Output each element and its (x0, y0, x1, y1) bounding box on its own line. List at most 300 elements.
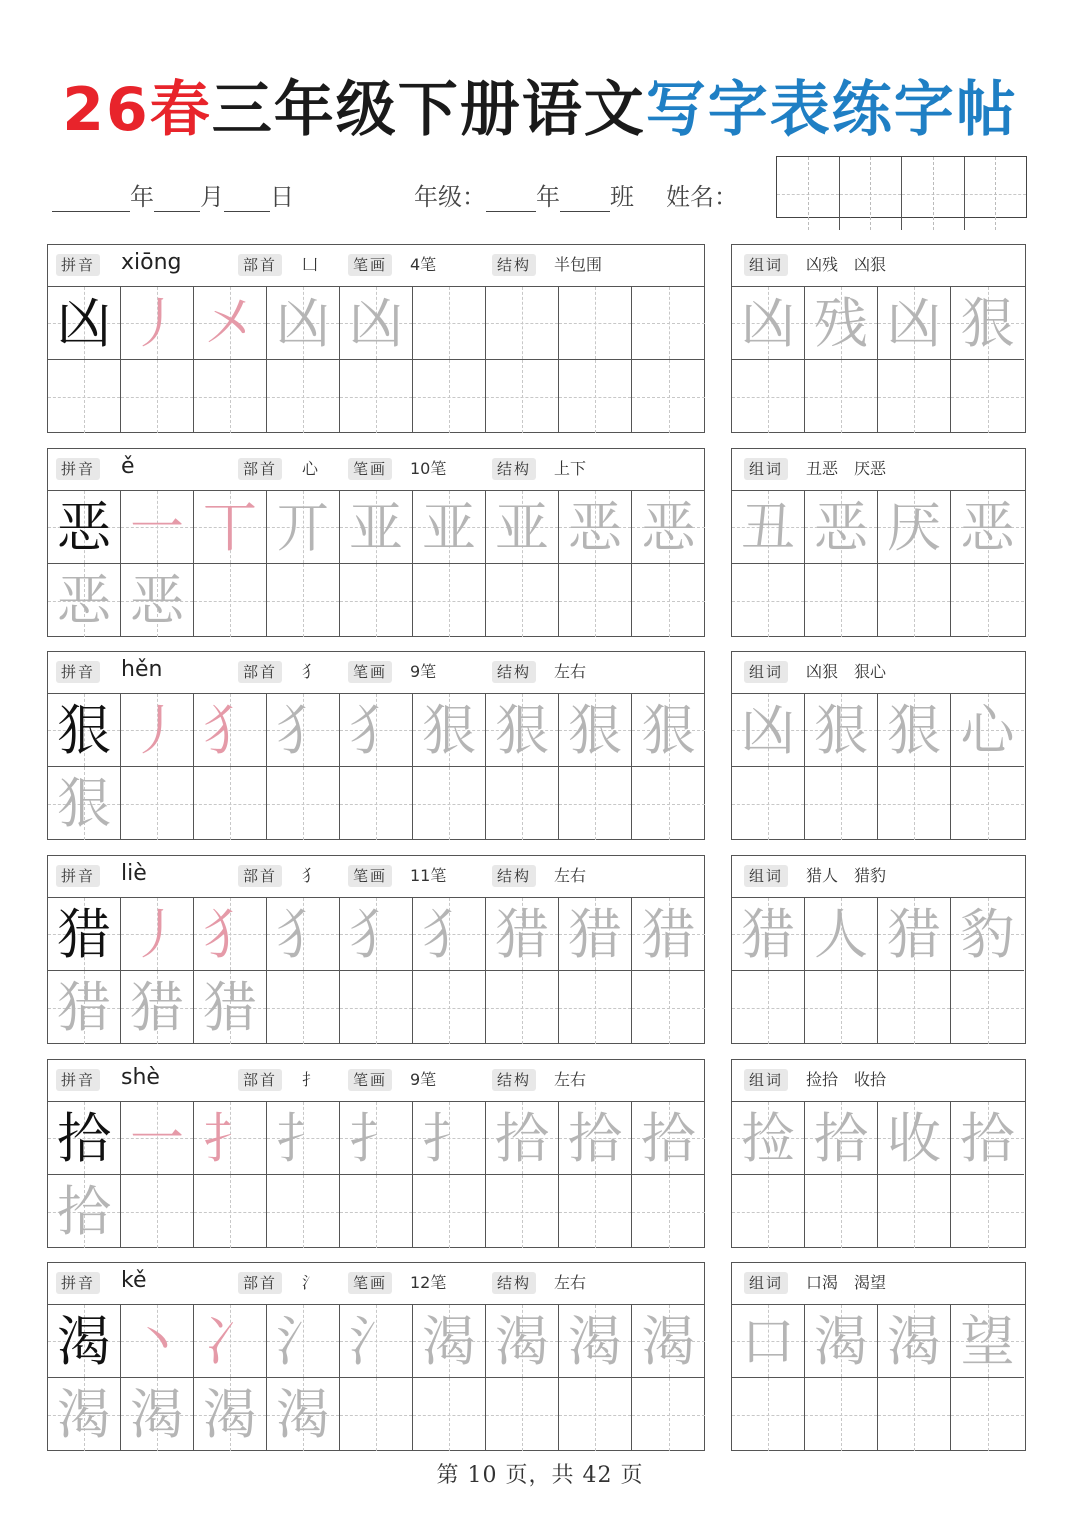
practice-row (48, 767, 705, 840)
word-cell (732, 694, 805, 767)
grade-year-label: 年 (536, 183, 560, 211)
stroke-cell (632, 898, 705, 971)
practice-cell[interactable] (121, 1378, 194, 1451)
stroke-row (48, 491, 705, 564)
name-cell[interactable] (777, 157, 840, 230)
stroke-cell (267, 694, 340, 767)
stroke-step: 扌 (422, 1107, 476, 1170)
word-practice-cell[interactable] (878, 1175, 951, 1248)
word-practice-cell[interactable] (951, 1175, 1024, 1248)
word-cell (951, 694, 1024, 767)
practice-cell[interactable] (559, 564, 632, 637)
strokes-value: 11笔 (410, 866, 447, 885)
word-trace-row (732, 898, 1024, 971)
name-label: 姓名： (666, 183, 738, 211)
practice-cell[interactable] (194, 1175, 267, 1248)
character-section (47, 1059, 1026, 1248)
practice-row (48, 564, 705, 637)
practice-cell[interactable] (486, 564, 559, 637)
structure-value: 左右 (554, 1070, 587, 1089)
word-cell (732, 287, 805, 360)
stroke-cell (267, 1102, 340, 1175)
writing-panel (47, 448, 705, 637)
trace-character: 渴 (203, 1383, 257, 1446)
word-character: 收 (887, 1107, 941, 1170)
pinyin-value: kě (121, 1268, 147, 1293)
word-character: 心 (960, 699, 1015, 762)
stroke-step: 犭 (349, 903, 403, 966)
word-cell (951, 1102, 1024, 1175)
practice-cell[interactable] (194, 1378, 267, 1451)
stroke-cell (340, 1102, 413, 1175)
words-tag: 组词 (744, 458, 788, 480)
stroke-cell (194, 1102, 267, 1175)
stroke-step: 拾 (568, 1107, 622, 1170)
radical-tag: 部首 (238, 865, 282, 887)
stroke-step: 狠 (568, 699, 622, 762)
stroke-cell (486, 1305, 559, 1378)
practice-cell[interactable] (559, 971, 632, 1044)
practice-cell[interactable] (486, 971, 559, 1044)
stroke-step: 一 (130, 1107, 184, 1170)
month-blank[interactable] (154, 183, 200, 212)
words-value: 捡拾 收拾 (806, 1070, 887, 1089)
title-season: 26春 (62, 75, 212, 145)
practice-cell[interactable] (267, 767, 340, 840)
stroke-cell (486, 287, 559, 360)
words-info (732, 1263, 1025, 1305)
practice-cell[interactable] (340, 1175, 413, 1248)
practice-cell[interactable] (121, 564, 194, 637)
word-character: 渴 (814, 1310, 868, 1373)
word-cell (732, 898, 805, 971)
stroke-cell (486, 1102, 559, 1175)
grade-blank[interactable] (486, 183, 536, 212)
word-practice-cell[interactable] (878, 564, 951, 637)
title-subject: 写字表练字帖 (645, 75, 1018, 145)
word-character: 残 (814, 292, 868, 355)
practice-cell[interactable] (340, 360, 413, 433)
practice-cell[interactable] (48, 767, 121, 840)
stroke-step: 扌 (276, 1107, 330, 1170)
stroke-step: 扌 (203, 1107, 257, 1170)
practice-cell[interactable] (413, 360, 486, 433)
model-character: 渴 (57, 1310, 111, 1373)
practice-cell[interactable] (121, 1175, 194, 1248)
word-practice-cell[interactable] (805, 1378, 878, 1451)
structure-tag: 结构 (492, 1069, 536, 1091)
year-blank[interactable] (52, 183, 130, 212)
word-practice-cell[interactable] (732, 767, 805, 840)
word-practice-cell[interactable] (951, 564, 1024, 637)
stroke-step: 拾 (495, 1107, 549, 1170)
words-panel (731, 651, 1026, 840)
word-character: 猎 (887, 903, 941, 966)
practice-cell[interactable] (486, 1378, 559, 1451)
stroke-step: 猎 (641, 903, 696, 966)
stroke-step: 犭 (203, 699, 257, 762)
trace-character: 狠 (57, 772, 111, 835)
name-cell[interactable] (840, 157, 903, 230)
practice-cell[interactable] (48, 1175, 121, 1248)
word-character: 恶 (814, 496, 868, 559)
strokes-tag: 笔画 (348, 254, 392, 276)
practice-cell[interactable] (340, 767, 413, 840)
strokes-tag: 笔画 (348, 458, 392, 480)
stroke-step: 恶 (568, 496, 622, 559)
name-cell[interactable] (965, 157, 1027, 230)
stroke-cell (194, 694, 267, 767)
writing-panel (47, 244, 705, 433)
structure-tag: 结构 (492, 458, 536, 480)
words-panel (731, 855, 1026, 1044)
model-cell (48, 1102, 121, 1175)
model-character: 狠 (57, 699, 111, 762)
word-practice-cell[interactable] (732, 971, 805, 1044)
stroke-step: 渴 (568, 1310, 622, 1373)
trace-character: 猎 (130, 976, 184, 1039)
radical-tag: 部首 (238, 458, 282, 480)
word-character: 恶 (960, 496, 1015, 559)
word-practice-cell[interactable] (878, 971, 951, 1044)
word-practice-cell[interactable] (805, 360, 878, 433)
word-character: 猎 (741, 903, 795, 966)
trace-character: 渴 (130, 1383, 184, 1446)
stroke-row (48, 287, 705, 360)
practice-cell[interactable] (632, 971, 705, 1044)
practice-cell[interactable] (121, 767, 194, 840)
stroke-cell (340, 491, 413, 564)
date-line (52, 172, 738, 212)
pinyin-tag: 拼音 (56, 865, 100, 887)
stroke-cell (486, 694, 559, 767)
word-cell (805, 898, 878, 971)
word-practice-cell[interactable] (878, 360, 951, 433)
word-cell (951, 898, 1024, 971)
practice-cell[interactable] (486, 767, 559, 840)
practice-cell[interactable] (486, 360, 559, 433)
practice-cell[interactable] (632, 767, 705, 840)
stroke-row (48, 694, 705, 767)
pinyin-tag: 拼音 (56, 661, 100, 683)
word-character: 拾 (960, 1107, 1015, 1170)
practice-cell[interactable] (121, 360, 194, 433)
word-character: 狠 (960, 292, 1015, 355)
practice-cell[interactable] (48, 1378, 121, 1451)
word-cell (805, 1305, 878, 1378)
word-character: 凶 (887, 292, 941, 355)
stroke-cell (194, 898, 267, 971)
stroke-cell (632, 491, 705, 564)
practice-cell[interactable] (267, 360, 340, 433)
word-character: 豹 (960, 903, 1015, 966)
stroke-row (48, 898, 705, 971)
practice-cell[interactable] (559, 1175, 632, 1248)
strokes-value: 4笔 (410, 255, 437, 274)
model-cell (48, 1305, 121, 1378)
word-character: 凶 (741, 699, 795, 762)
stroke-step: 犭 (276, 699, 330, 762)
strokes-tag: 笔画 (348, 1272, 392, 1294)
name-box[interactable] (776, 156, 1027, 218)
stroke-step: 渴 (422, 1310, 476, 1373)
word-cell (878, 898, 951, 971)
structure-tag: 结构 (492, 254, 536, 276)
word-practice-row (732, 1175, 1024, 1248)
words-value: 凶狠 狠心 (806, 662, 887, 681)
character-info (48, 1060, 704, 1102)
practice-cell[interactable] (194, 360, 267, 433)
stroke-cell (194, 1305, 267, 1378)
practice-cell[interactable] (267, 971, 340, 1044)
practice-cell[interactable] (632, 1378, 705, 1451)
word-practice-row (732, 360, 1024, 433)
structure-value: 左右 (554, 1273, 587, 1292)
words-info (732, 449, 1025, 491)
stroke-cell (486, 491, 559, 564)
word-practice-cell[interactable] (732, 1175, 805, 1248)
word-practice-cell[interactable] (951, 360, 1024, 433)
words-panel (731, 244, 1026, 433)
pinyin-tag: 拼音 (56, 458, 100, 480)
words-tag: 组词 (744, 661, 788, 683)
words-info (732, 1060, 1025, 1102)
stroke-cell (559, 491, 632, 564)
word-cell (951, 1305, 1024, 1378)
writing-panel (47, 1059, 705, 1248)
word-cell (951, 491, 1024, 564)
stroke-cell (340, 694, 413, 767)
character-info (48, 449, 704, 491)
trace-character: 拾 (57, 1180, 111, 1243)
practice-cell[interactable] (267, 564, 340, 637)
stroke-step: 氵 (349, 1310, 403, 1373)
word-cell (878, 1305, 951, 1378)
character-section (47, 1262, 1026, 1451)
grade-label: 年级： (414, 183, 486, 211)
page-title (0, 70, 1080, 150)
word-practice-cell[interactable] (732, 360, 805, 433)
word-trace-row (732, 1305, 1024, 1378)
word-character: 捡 (741, 1107, 795, 1170)
stroke-cell (121, 1102, 194, 1175)
practice-cell[interactable] (194, 767, 267, 840)
stroke-cell (340, 287, 413, 360)
stroke-cell (267, 898, 340, 971)
practice-cell[interactable] (267, 1175, 340, 1248)
strokes-value: 9笔 (410, 1070, 437, 1089)
practice-cell[interactable] (632, 564, 705, 637)
stroke-cell (486, 898, 559, 971)
stroke-cell (413, 898, 486, 971)
stroke-cell (413, 1102, 486, 1175)
stroke-cell (413, 694, 486, 767)
words-info (732, 245, 1025, 287)
radical-value: 心 (302, 459, 319, 478)
stroke-step: 丅 (203, 496, 257, 559)
page-number: 第 10 页，共 42 页 (436, 1463, 644, 1488)
practice-row (48, 1378, 705, 1451)
word-practice-cell[interactable] (805, 767, 878, 840)
radical-tag: 部首 (238, 1069, 282, 1091)
stroke-cell (121, 491, 194, 564)
strokes-tag: 笔画 (348, 865, 392, 887)
trace-character: 恶 (57, 569, 111, 632)
word-trace-row (732, 491, 1024, 564)
word-practice-cell[interactable] (878, 1378, 951, 1451)
stroke-step: 狠 (495, 699, 549, 762)
title-grade: 三年级下册语文 (211, 75, 646, 145)
word-character: 望 (960, 1310, 1015, 1373)
practice-cell[interactable] (486, 1175, 559, 1248)
word-practice-cell[interactable] (732, 1378, 805, 1451)
practice-cell[interactable] (413, 1378, 486, 1451)
stroke-cell (413, 1305, 486, 1378)
word-practice-cell[interactable] (805, 1175, 878, 1248)
stroke-step: 恶 (641, 496, 696, 559)
trace-character: 猎 (57, 976, 111, 1039)
day-label: 日 (270, 183, 294, 211)
stroke-cell (632, 694, 705, 767)
word-trace-row (732, 1102, 1024, 1175)
word-practice-cell[interactable] (805, 971, 878, 1044)
stroke-step: 亚 (349, 496, 403, 559)
month-label: 月 (200, 183, 224, 211)
practice-cell[interactable] (48, 971, 121, 1044)
stroke-step: 氵 (276, 1310, 330, 1373)
practice-cell[interactable] (413, 1175, 486, 1248)
word-practice-row (732, 767, 1024, 840)
word-practice-cell[interactable] (951, 971, 1024, 1044)
practice-cell[interactable] (340, 564, 413, 637)
stroke-step: 渴 (641, 1310, 696, 1373)
word-practice-cell[interactable] (805, 564, 878, 637)
stroke-step: 凶 (349, 292, 403, 355)
pinyin-value: shè (121, 1065, 160, 1090)
stroke-row (48, 1305, 705, 1378)
stroke-cell (121, 898, 194, 971)
words-value: 猎人 猎豹 (806, 866, 887, 885)
model-character: 猎 (57, 903, 111, 966)
structure-tag: 结构 (492, 661, 536, 683)
practice-cell[interactable] (559, 1378, 632, 1451)
radical-value: 扌 (302, 1070, 319, 1089)
stroke-cell (632, 1305, 705, 1378)
practice-cell[interactable] (413, 767, 486, 840)
class-blank[interactable] (560, 183, 610, 212)
stroke-cell (413, 287, 486, 360)
practice-cell[interactable] (413, 971, 486, 1044)
word-practice-cell[interactable] (878, 767, 951, 840)
practice-row (48, 360, 705, 433)
character-info (48, 1263, 704, 1305)
structure-value: 上下 (554, 459, 587, 478)
stroke-step: 狠 (422, 699, 476, 762)
practice-cell[interactable] (194, 564, 267, 637)
stroke-step: 狠 (641, 699, 696, 762)
word-character: 凶 (741, 292, 795, 355)
radical-value: 犭 (302, 866, 319, 885)
practice-cell[interactable] (559, 360, 632, 433)
word-character: 厌 (887, 496, 941, 559)
words-panel (731, 1059, 1026, 1248)
stroke-cell (194, 287, 267, 360)
words-tag: 组词 (744, 1272, 788, 1294)
model-cell (48, 491, 121, 564)
practice-cell[interactable] (48, 360, 121, 433)
word-practice-cell[interactable] (732, 564, 805, 637)
radical-value: 犭 (302, 662, 319, 681)
word-trace-row (732, 694, 1024, 767)
stroke-cell (632, 1102, 705, 1175)
writing-panel (47, 855, 705, 1044)
stroke-step: 一 (130, 496, 184, 559)
word-cell (951, 287, 1024, 360)
practice-cell[interactable] (121, 971, 194, 1044)
practice-cell[interactable] (340, 1378, 413, 1451)
word-practice-row (732, 564, 1024, 637)
stroke-cell (194, 491, 267, 564)
practice-cell[interactable] (267, 1378, 340, 1451)
practice-cell[interactable] (340, 971, 413, 1044)
words-tag: 组词 (744, 254, 788, 276)
stroke-step: 犭 (203, 903, 257, 966)
day-blank[interactable] (224, 183, 270, 212)
practice-cell[interactable] (632, 1175, 705, 1248)
practice-cell[interactable] (48, 564, 121, 637)
name-cell[interactable] (902, 157, 965, 230)
words-info (732, 856, 1025, 898)
stroke-cell (121, 694, 194, 767)
stroke-cell (267, 1305, 340, 1378)
strokes-tag: 笔画 (348, 1069, 392, 1091)
model-cell (48, 287, 121, 360)
word-character: 人 (814, 903, 868, 966)
trace-character: 恶 (130, 569, 184, 632)
structure-tag: 结构 (492, 865, 536, 887)
pinyin-tag: 拼音 (56, 1272, 100, 1294)
word-cell (805, 694, 878, 767)
stroke-step: 凶 (276, 292, 330, 355)
year-label: 年 (130, 183, 154, 211)
stroke-cell (559, 694, 632, 767)
words-value: 丑恶 厌恶 (806, 459, 887, 478)
character-info (48, 856, 704, 898)
stroke-step: 渴 (495, 1310, 549, 1373)
word-cell (732, 491, 805, 564)
stroke-cell (632, 287, 705, 360)
word-practice-cell[interactable] (951, 767, 1024, 840)
stroke-step: 猎 (568, 903, 622, 966)
practice-cell[interactable] (194, 971, 267, 1044)
word-character: 狠 (887, 699, 941, 762)
trace-character: 渴 (57, 1383, 111, 1446)
practice-cell[interactable] (632, 360, 705, 433)
practice-cell[interactable] (559, 767, 632, 840)
word-cell (805, 491, 878, 564)
stroke-cell (121, 1305, 194, 1378)
structure-tag: 结构 (492, 1272, 536, 1294)
model-cell (48, 898, 121, 971)
word-practice-cell[interactable] (951, 1378, 1024, 1451)
strokes-value: 9笔 (410, 662, 437, 681)
words-value: 凶残 凶狠 (806, 255, 887, 274)
word-cell (878, 694, 951, 767)
stroke-cell (121, 287, 194, 360)
words-value: 口渴 渴望 (806, 1273, 887, 1292)
practice-cell[interactable] (413, 564, 486, 637)
words-panel (731, 1262, 1026, 1451)
